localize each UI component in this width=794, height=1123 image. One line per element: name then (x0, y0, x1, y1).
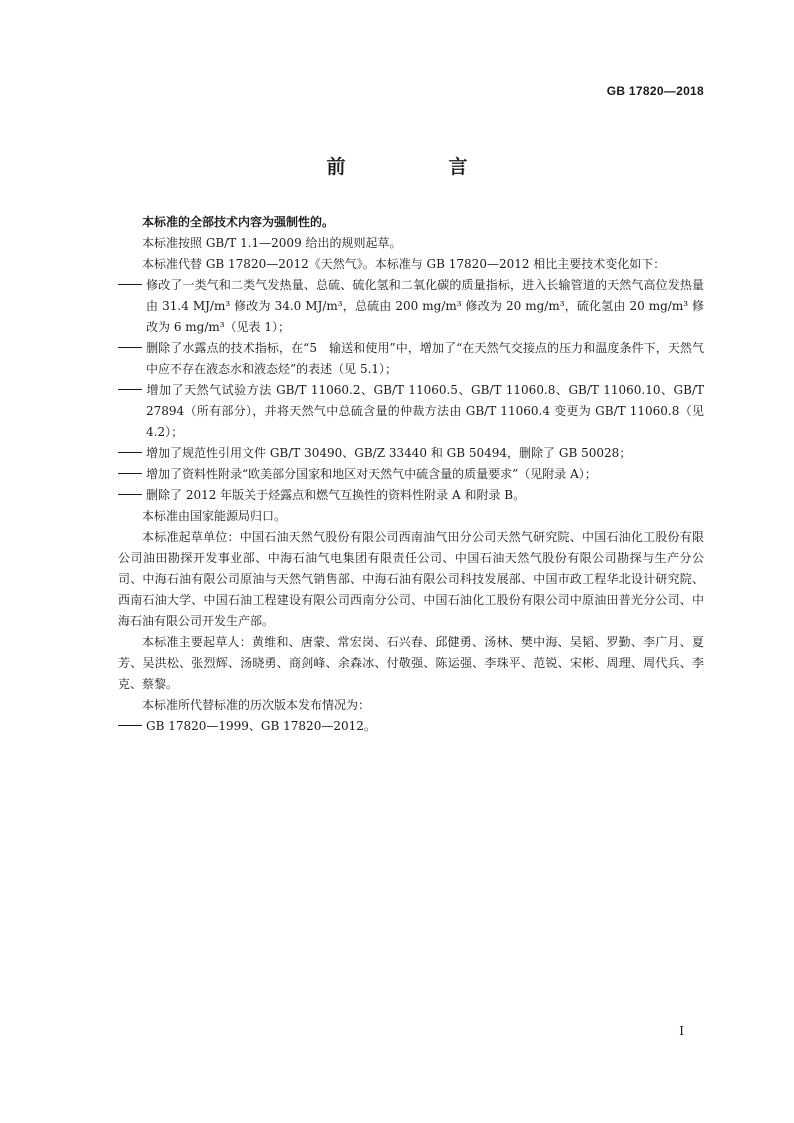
history-item-text: GB 17820—1999、GB 17820—2012。 (146, 719, 376, 733)
history-item (118, 716, 704, 737)
centralized-by-paragraph: 本标准由国家能源局归口。 (142, 509, 287, 523)
replacement-paragraph: 本标准代替 GB 17820—2012《天然气》。本标准与 GB 17820—2012 相比主要技术变化如下： (142, 257, 666, 271)
dash-mark (118, 380, 146, 401)
drafting-units-paragraph: 本标准起草单位：中国石油天然气股份有限公司西南油气田分公司天然气研究院、中国石油化工股份有限公司油田勘探开发事业部、中海石油气电集团有限责任公司、中国石油天然气股份有限公司勘探与生产分公司、中海石油有限公司原油与天然气销售部、中海石油有限公司科技发展部、中国市政工程华北设计研究院、西南石油大学、中国石油工程建设有限公司西南分公司、中国石油化工股份有限公司中原油田普光分公司、中海石油有限公司开发生产部。 (118, 530, 704, 628)
dash-mark (118, 464, 146, 485)
mandatory-statement: 本标准的全部技术内容为强制性的。 (142, 215, 335, 229)
history-intro-paragraph: 本标准所代替标准的历次版本发布情况为： (142, 698, 371, 712)
dash-mark (118, 443, 146, 464)
change-item-text: 增加了天然气试验方法 GB/T 11060.2、GB/T 11060.5、GB/T 11060.8、GB/T 11060.10、GB/T 27894（所有部分），并将天然气中总硫含量的仲裁方法由 GB/T 11060.4 变更为 GB/T 11060.8（见 4.2）； (146, 383, 704, 439)
drafters-paragraph: 本标准主要起草人：黄维和、唐蒙、常宏岗、石兴春、邱健勇、汤林、樊中海、吴韬、罗勤、李广月、夏芳、吴洪松、张烈辉、汤晓勇、商剑峰、余森冰、付敬强、陈运强、李珠平、范锐、宋彬、周理、周代兵、李克、蔡黎。 (118, 635, 704, 691)
change-item-text: 删除了水露点的技术指标，在“5 输送和使用”中，增加了“在天然气交接点的压力和温度条件下，天然气中应不存在液态水和液态烃”的表述（见 5.1）； (146, 341, 704, 376)
dash-mark (118, 275, 146, 296)
change-item (118, 275, 704, 338)
dash-mark (118, 338, 146, 359)
drafting-rules-paragraph: 本标准按照 GB/T 1.1—2009 给出的规则起草。 (142, 236, 402, 250)
change-item-text: 增加了规范性引用文件 GB/T 30490、GB/Z 33440 和 GB 50494，删除了 GB 50028； (146, 446, 632, 460)
change-item (118, 464, 704, 485)
dash-mark (118, 485, 146, 506)
change-item-text: 增加了资料性附录“欧美部分国家和地区对天然气中硫含量的质量要求”（见附录 A）； (146, 467, 597, 481)
change-item (118, 380, 704, 443)
standard-code-header: GB 17820—2018 (606, 84, 704, 98)
change-item (118, 443, 704, 464)
change-item (118, 338, 704, 380)
page-title: 前 言 (326, 156, 510, 178)
change-item-text: 删除了 2012 年版关于烃露点和燃气互换性的资料性附录 A 和附录 B。 (146, 488, 526, 502)
dash-mark (118, 716, 146, 737)
change-item-text: 修改了一类气和二类气发热量、总硫、硫化氢和二氧化碳的质量指标，进入长输管道的天然气高位发热量由 31.4 MJ/m³ 修改为 34.0 MJ/m³，总硫由 200 mg/m³ 修改为 20 mg/m³，硫化氢由 20 mg/m³ 修改为 6 mg/m³（见表 1）； (146, 278, 704, 334)
page-number: I (679, 1024, 684, 1038)
foreword-body (118, 212, 704, 737)
change-item (118, 485, 704, 506)
